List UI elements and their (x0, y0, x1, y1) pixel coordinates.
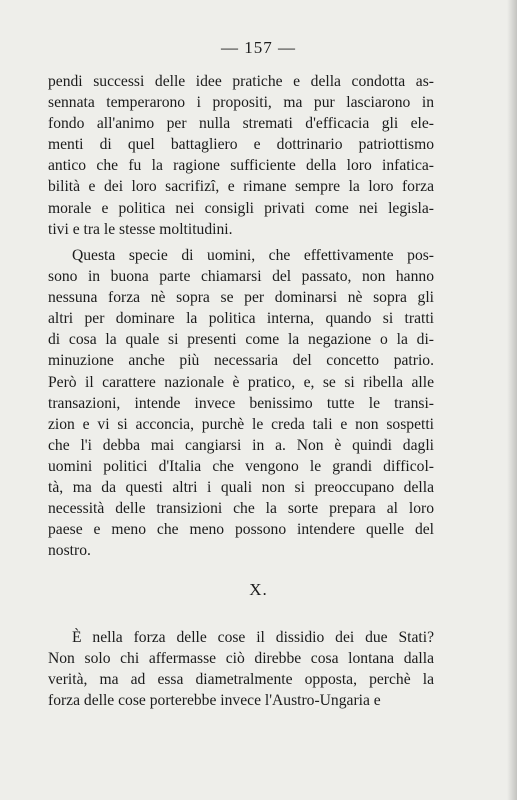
text-line: menti di quel battagliero e dottrinario patriottismo (48, 136, 434, 154)
text-line: che l'i debba mai cangiarsi in a. Non è quindi dagli (48, 436, 434, 454)
text-line: sono in buona parte chiamarsi del passato, non hanno (48, 268, 434, 286)
text-line: transazioni, intende invece benissimo tutte le transi- (48, 394, 434, 412)
text-line: uomini politici d'Italia che vengono le grandi difficol- (48, 457, 434, 475)
text-line: verità, ma ad essa diametralmente opposta, perchè la (48, 671, 434, 689)
text-line: Però il carattere nazionale è pratico, e, se si ribella alle (48, 373, 434, 391)
text-line: sennata temperarono i propositi, ma pur lasciarono in (48, 94, 434, 112)
paragraph-questa-specie (48, 245, 434, 561)
text-line: pendi successi delle idee pratiche e della condotta as- (48, 73, 434, 90)
paragraph-forza-delle-cose (48, 627, 434, 711)
text-line: zion e vi si acconcia, purchè le creda tali e non sospetti (48, 415, 434, 433)
text-line: È nella forza delle cose il dissidio dei due Stati? (72, 629, 434, 646)
text-line: fondo all'animo per nulla stremati d'efficacia gli ele- (48, 115, 434, 133)
text-line: Non solo chi affermasse ciò direbbe cosa lontana dalla (48, 650, 434, 668)
text-line: bilità e dei loro sacrifizî, e rimane sempre la loro forza (48, 178, 434, 196)
text-line: nostro. (48, 542, 91, 560)
text-line: paese e meno che meno possono intendere quelle del (48, 521, 434, 539)
text-line: tà, ma da questi altri i quali non si preoccupano della (48, 479, 434, 497)
text-line: antico che fu la ragione sufficiente della loro infatica- (48, 157, 434, 175)
paragraph-continued (48, 71, 434, 240)
text-line: forza delle cose porterebbe invece l'Austro-Ungaria e (48, 692, 381, 710)
text-line: minuzione anche più necessaria del concetto patrio. (48, 352, 434, 370)
section-heading: X. (249, 580, 268, 599)
text-line: Questa specie di uomini, che effettivamente pos- (72, 247, 434, 264)
text-line: necessità delle transizioni che la sorte prepara al loro (48, 500, 434, 518)
page-edge-shadow (507, 0, 517, 800)
text-line: tivi e tra le stesse moltitudini. (48, 220, 233, 238)
text-line: di cosa la quale si presenti come la negazione o la di- (48, 331, 434, 349)
text-line: altri per dominare la politica interna, quando si tratti (48, 310, 434, 328)
text-line: nessuna forza nè sopra se per dominarsi nè sopra gli (48, 289, 434, 307)
page-number: — 157 — (221, 38, 296, 57)
text-line: morale e politica nei consigli privati come nei legisla- (48, 199, 434, 217)
